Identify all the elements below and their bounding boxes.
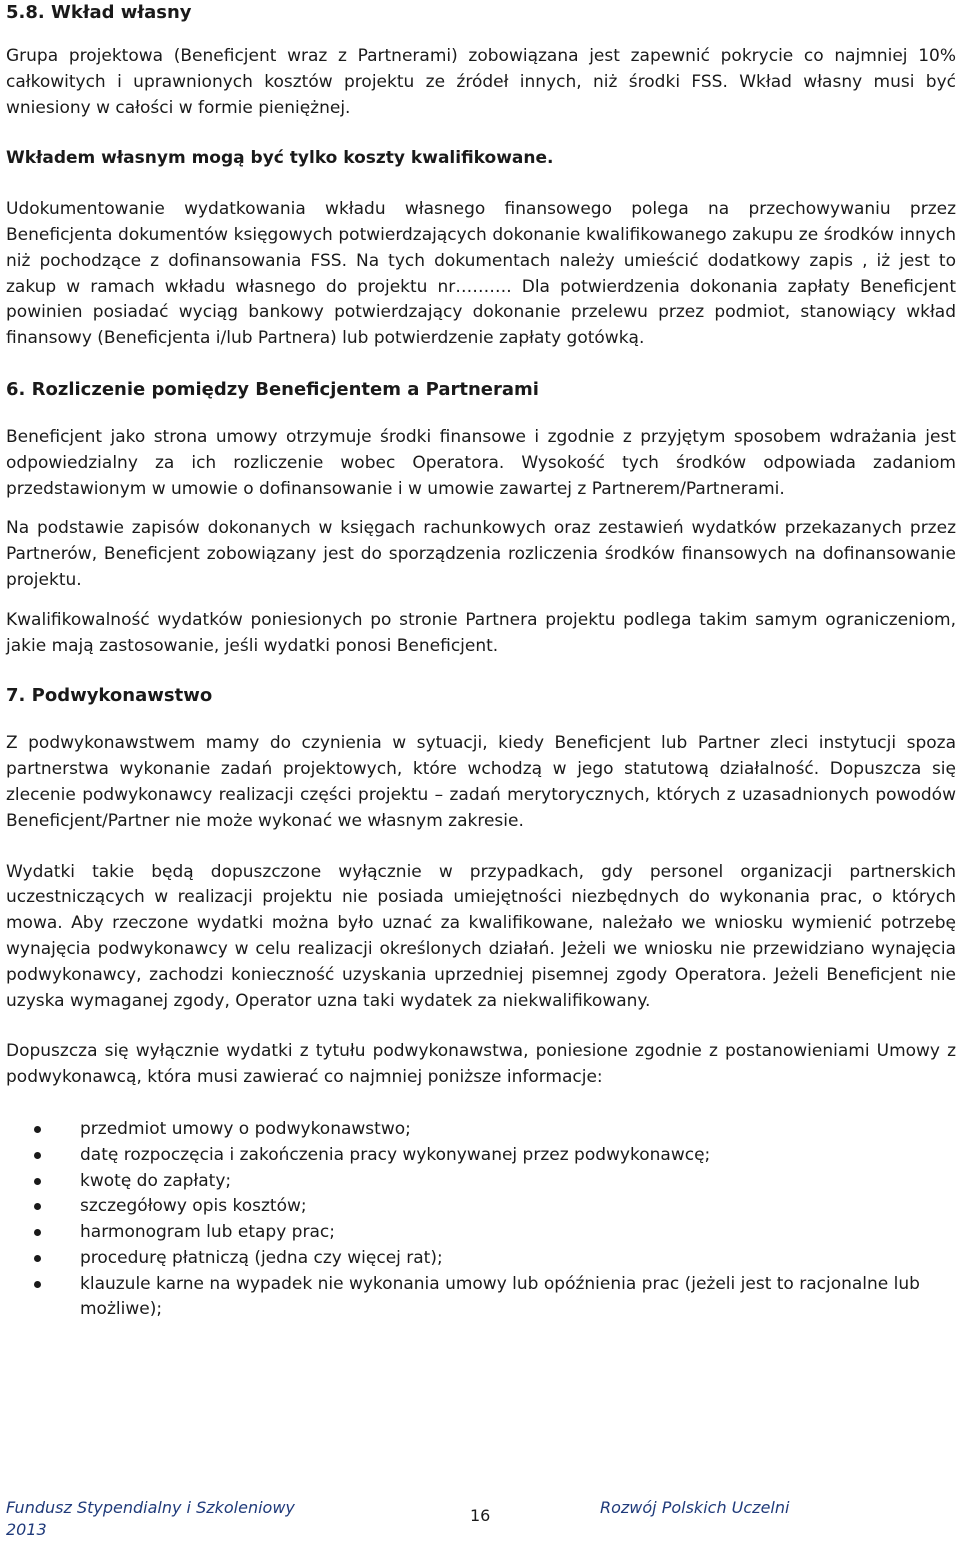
paragraph-5-8-3: Udokumentowanie wydatkowania wkładu własnego finansowego polega na przechowywaniu przez Beneficjenta dokumentów księgowych potwierdzających dokonanie kwalifikowanego zakupu ze środków innych niż pochodzące z dofinansowania FSS. Na tych dokumentach należy umieścić dodatkowy zapis , iż jest to zakup w ramach wkładu własnego do projektu nr………. Dla potwierdzenia dokonania zapłaty Beneficjent powinien posiadać wyciąg bankowy potwierdzający dokonanie przelewu przez podmiot, stanowiący wkład finansowy (Beneficjenta i/lub Partnera) lub potwierdzenie zapłaty gotówką. (6, 199, 956, 349)
list-item: procedurę płatniczą (jedna czy więcej rat); (6, 1246, 956, 1272)
paragraph-6-2: Na podstawie zapisów dokonanych w księgach rachunkowych oraz zestawień wydatków przekazanych przez Partnerów, Beneficjent zobowiązany jest do sporządzenia rozliczenia środków finansowych na dofinansowanie projektu. (6, 518, 956, 590)
paragraph-7-1: Z podwykonawstwem mamy do czynienia w sytuacji, kiedy Beneficjent lub Partner zleci instytucji spoza partnerstwa wykonanie zadań projektowych, które wchodzą w jego statutową działalność. Dopuszcza się zlecenie podwykonawcy realizacji części projektu – zadań merytorycznych, których z uzasadnionych powodów Beneficjent/Partner nie może wykonać we własnym zakresie. (6, 733, 956, 831)
footer-component-name: Rozwój Polskich Uczelni (600, 1498, 790, 1517)
paragraph-6-3: Kwalifikowalność wydatków poniesionych po stronie Partnera projektu podlega takim samym ograniczeniom, jakie mają zastosowanie, jeśli wydatki ponosi Beneficjent. (6, 609, 956, 656)
list-item: szczegółowy opis kosztów; (6, 1194, 956, 1220)
list-item: kwotę do zapłaty; (6, 1169, 956, 1195)
document-page (6, 0, 956, 1323)
paragraph-5-8-2: Wkładem własnym mogą być tylko koszty kwalifikowane. (6, 148, 554, 169)
paragraph-5-8-1: Grupa projektowa (Beneficjent wraz z Partnerami) zobowiązana jest zapewnić pokrycie co najmniej 10% całkowitych i uprawnionych kosztów projektu ze źródeł innych, niż środki FSS. Wkład własny musi być wniesiony w całości w formie pieniężnej. (6, 46, 956, 118)
heading-6: 6. Rozliczenie pomiędzy Beneficjentem a Partnerami (6, 378, 539, 400)
requirements-list (6, 1117, 956, 1323)
list-item: przedmiot umowy o podwykonawstwo; (6, 1117, 956, 1143)
list-item: klauzule karne na wypadek nie wykonania umowy lub opóźnienia prac (jeżeli jest to racjonalne lub możliwe); (6, 1272, 956, 1324)
list-item: datę rozpoczęcia i zakończenia pracy wykonywanej przez podwykonawcę; (6, 1143, 956, 1169)
paragraph-7-3: Dopuszcza się wyłącznie wydatki z tytułu podwykonawstwa, poniesione zgodnie z postanowieniami Umowy z podwykonawcą, która musi zawierać co najmniej poniższe informacje: (6, 1041, 956, 1088)
page-number: 16 (470, 1506, 491, 1525)
heading-5-8: 5.8. Wkład własny (6, 2, 192, 23)
footer-program-name: Fundusz Stypendialny i Szkoleniowy 2013 (6, 1498, 295, 1539)
paragraph-7-2: Wydatki takie będą dopuszczone wyłącznie w przypadkach, gdy personel organizacji partnerskich uczestniczących w realizacji projektu nie posiada umiejętności niezbędnych do wykonania prac, o których mowa. Aby rzeczone wydatki można było uznać za kwalifikowane, należało we wniosku wymienić potrzebę wynajęcia podwykonawcy w celu realizacji określonych działań. Jeżeli we wniosku nie przewidziano wynajęcia podwykonawcy, zachodzi konieczność uzyskania uprzedniej pisemnej zgody Operatora. Jeżeli Beneficjent nie uzyska wymaganej zgody, Operator uzna taki wydatek za niekwalifikowany. (6, 861, 956, 1011)
paragraph-6-1: Beneficjent jako strona umowy otrzymuje środki finansowe i zgodnie z przyjętym sposobem wdrażania jest odpowiedzialny za ich rozliczenie wobec Operatora. Wysokość tych środków odpowiada zadaniom przedstawionym w umowie o dofinansowanie i w umowie zawartej z Partnerem/Partnerami. (6, 426, 956, 499)
list-item: harmonogram lub etapy prac; (6, 1220, 956, 1246)
heading-7: 7. Podwykonawstwo (6, 685, 213, 707)
